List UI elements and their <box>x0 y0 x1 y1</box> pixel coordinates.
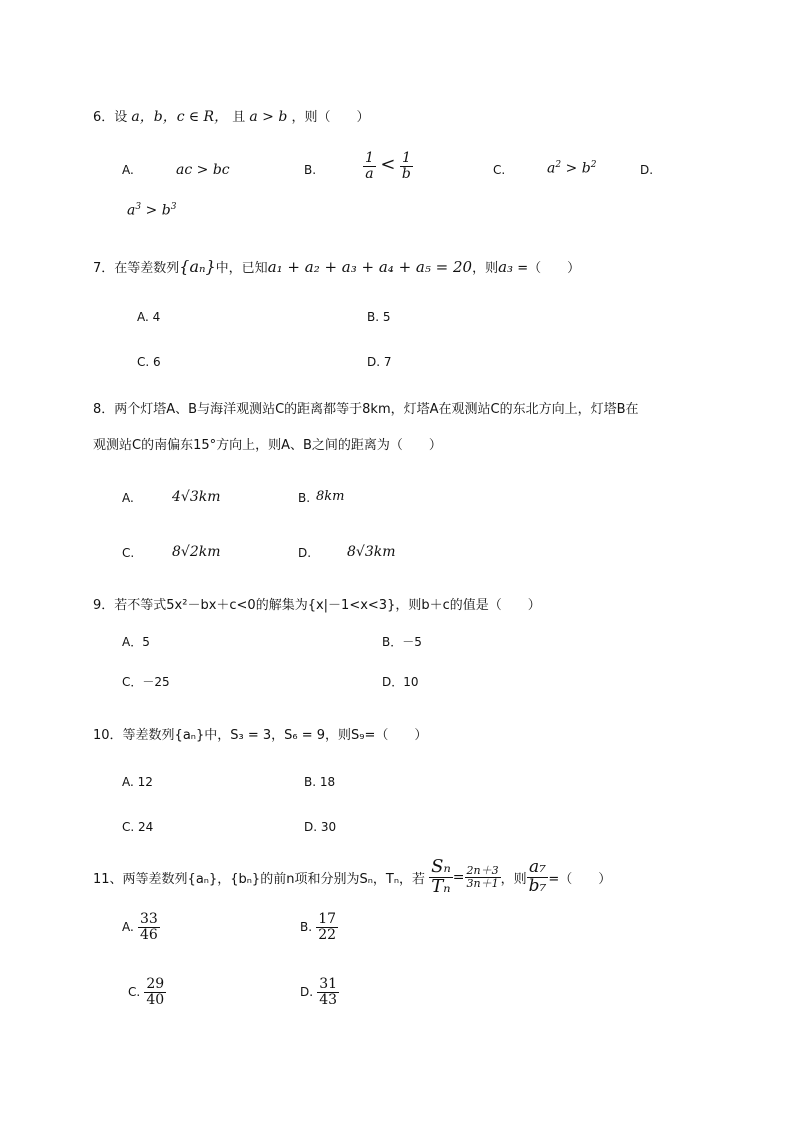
q10-option-c: C. 24 <box>122 820 154 834</box>
q8-stem-line1: 8．两个灯塔A、B与海洋观测站C的距离都等于8km，灯塔A在观测站C的东北方向上，灯塔B在 <box>93 402 639 417</box>
q11-option-d-fraction <box>317 977 339 1007</box>
q7-ask: a₃ <box>498 258 514 276</box>
q11-d-den: 43 <box>319 991 338 1008</box>
q11-option-c <box>128 977 166 1007</box>
q6-b-den1: a <box>363 166 376 182</box>
q7-tail: =（ ） <box>513 261 581 276</box>
q7-option-b: B. 5 <box>367 310 391 324</box>
q11-a-num: 33 <box>139 911 158 927</box>
q6-tail: ，则（ ） <box>291 110 370 125</box>
q11-b-num: 17 <box>318 911 337 927</box>
q9-option-b: B．－5 <box>382 635 422 649</box>
q6-b-op: < <box>380 154 396 176</box>
q11-f2-num: 2n＋3 <box>466 864 499 878</box>
q8-option-b-label: B. <box>298 491 311 505</box>
q11-option-b <box>300 912 338 942</box>
q11-option-d <box>300 977 339 1007</box>
q6-option-a: ac > bc <box>176 162 230 178</box>
q10-option-d: D. 30 <box>304 820 337 834</box>
q7-mid2: ，则 <box>472 261 499 276</box>
q8-stem-line2: 观测站C的南偏东15°方向上，则A、B之间的距离为（ ） <box>93 438 442 453</box>
q6-c-base1: a <box>547 160 556 177</box>
q11-option-c-fraction <box>144 977 166 1007</box>
q6-d-exp1: 3 <box>135 202 142 212</box>
q6-option-b <box>363 151 413 181</box>
q11-c-num: 29 <box>146 976 165 992</box>
q7-seq: {aₙ} <box>179 257 216 276</box>
q6-option-c <box>547 160 596 177</box>
q11-equals: = <box>452 869 465 886</box>
q11-prefix: 11、两等差数列{aₙ}，{bₙ}的前n项和分别为Sₙ，Tₙ，若 <box>93 871 425 887</box>
q7-stem <box>93 257 580 276</box>
q8-option-c: 8√2km <box>172 544 221 560</box>
q6-cond: a > b <box>249 109 288 125</box>
q6-option-b-label: B. <box>304 163 317 177</box>
q8-option-b: 8km <box>316 489 345 504</box>
q11-option-b-label: B. <box>300 920 313 935</box>
q9-stem: 9．若不等式5x²－bx＋c<0的解集为{x|－1<x<3}，则b＋c的值是（ ） <box>93 598 541 613</box>
q11-option-a <box>122 912 160 942</box>
q11-d-num: 31 <box>319 976 338 992</box>
q6-b-num1: 1 <box>365 150 374 166</box>
q7-number: 7．在等差数列 <box>93 261 180 276</box>
q10-option-a: A. 12 <box>122 775 153 789</box>
q11-f2-den: 3n＋1 <box>466 876 499 890</box>
q6-d-exp2: 3 <box>170 202 177 212</box>
q11-option-d-label: D. <box>300 985 314 1000</box>
q11-f3-den: b₇ <box>528 875 547 896</box>
q10-stem: 10．等差数列{aₙ}中，S₃ = 3，S₆ = 9，则S₉=（ ） <box>93 728 428 743</box>
q11-f1-den: Tₙ <box>429 877 453 897</box>
q11-option-b-fraction <box>316 912 338 942</box>
q11-b-den: 22 <box>318 926 337 943</box>
q9-option-a: A．5 <box>122 635 150 649</box>
q8-option-d: 8√3km <box>347 544 396 560</box>
q8-option-d-label: D. <box>298 546 312 560</box>
q10-option-b: B. 18 <box>304 775 336 789</box>
q11-option-c-label: C. <box>128 985 141 1000</box>
q6-option-c-label: C. <box>493 163 506 177</box>
q11-fraction-ratio <box>465 865 501 889</box>
q11-tail: =（ ） <box>548 871 612 887</box>
q11-option-a-label: A. <box>122 920 134 935</box>
q6-b-den2: b <box>401 165 411 182</box>
q11-f3-num: a₇ <box>529 857 546 878</box>
q8-option-a: 4√3km <box>172 489 221 505</box>
q11-fraction-s-over-t <box>429 858 453 897</box>
q6-c-base2: b <box>581 160 591 177</box>
q6-c-exp1: 2 <box>555 160 562 170</box>
q8-option-a-label: A. <box>122 491 134 505</box>
q11-f1-num: Sₙ <box>431 856 451 877</box>
q11-option-a-fraction <box>138 912 160 942</box>
q11-stem <box>93 858 611 897</box>
q6-option-d <box>127 202 176 219</box>
q6-option-d-label: D. <box>640 163 654 177</box>
q6-number: 6．设 <box>93 110 128 125</box>
q9-option-c: C．－25 <box>122 675 170 689</box>
q6-b-num2: 1 <box>401 150 411 166</box>
q6-option-a-label: A. <box>122 163 134 177</box>
q7-equation: a₁ + a₂ + a₃ + a₄ + a₅ = 20 <box>267 258 473 276</box>
q6-d-op: > <box>141 202 162 219</box>
q6-c-exp2: 2 <box>590 160 597 170</box>
q7-option-c: C. 6 <box>137 355 161 369</box>
q6-stem <box>93 106 369 126</box>
q11-c-den: 40 <box>146 991 165 1008</box>
q6-c-op: > <box>561 160 582 177</box>
q9-option-d: D．10 <box>382 675 419 689</box>
q6-d-base1: a <box>127 202 136 219</box>
q6-set: ∈ R， <box>188 109 229 125</box>
q11-fraction-a-over-b <box>527 859 549 896</box>
q7-mid: 中，已知 <box>215 261 268 276</box>
q7-option-d: D. 7 <box>367 355 392 369</box>
q6-d-base2: b <box>161 202 171 219</box>
q6-cond-label: 且 <box>232 110 246 125</box>
q11-a-den: 46 <box>139 926 158 943</box>
q8-option-c-label: C. <box>122 546 135 560</box>
q6-vars: a，b，c <box>131 109 185 125</box>
q7-option-a: A. 4 <box>137 310 161 324</box>
q11-mid: ，则 <box>500 871 527 887</box>
